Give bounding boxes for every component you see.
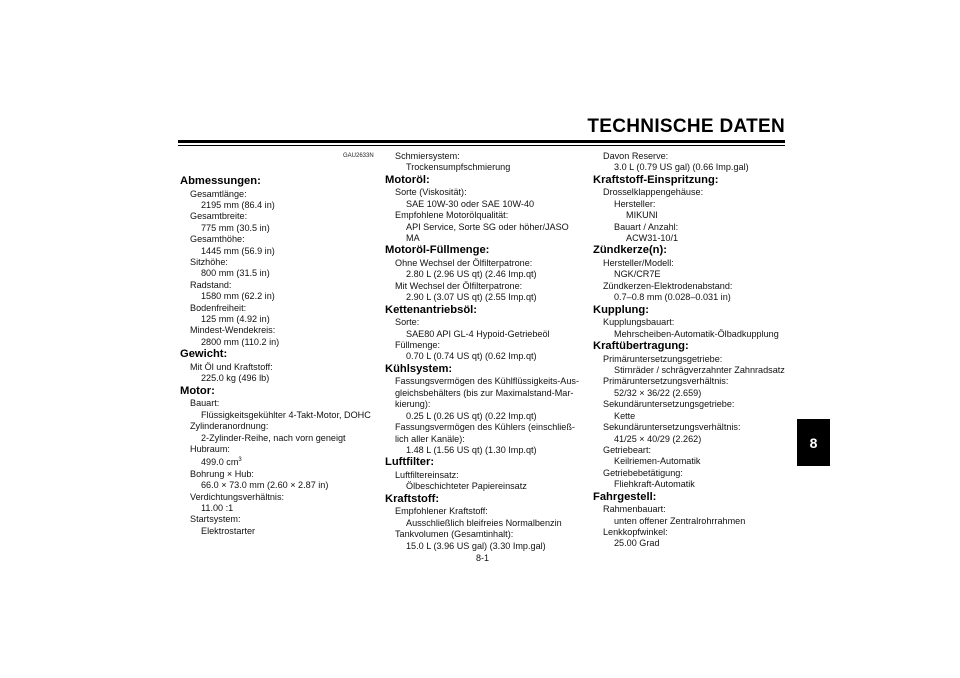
spec-value: NGK/CR7E <box>614 269 661 280</box>
page-number: 8-1 <box>476 553 490 563</box>
spec-label: Gesamthöhe: <box>190 234 245 245</box>
spec-label: Gesamtlänge: <box>190 188 247 199</box>
spec-value: 11.00 :1 <box>201 502 234 513</box>
spec-label: gleichsbehälters (bis zur Maximalstand-Mar- <box>395 387 574 398</box>
spec-value: 1580 mm (62.2 in) <box>201 291 275 302</box>
spec-label: Davon Reserve: <box>603 151 669 161</box>
spec-value: Elektrostarter <box>201 525 256 536</box>
spec-value: 2.80 L (2.96 US qt) (2.46 Imp.qt) <box>406 269 537 280</box>
spec-value: SAE80 API GL-4 Hypoid-Getriebeöl <box>406 328 550 339</box>
spec-label: lich aller Kanäle): <box>395 433 465 444</box>
spec-label: Empfohlener Kraftstoff: <box>395 506 488 517</box>
spec-label: Hersteller: <box>614 198 656 209</box>
spec-value: SAE 10W-30 oder SAE 10W-40 <box>406 198 535 209</box>
spec-label: Kupplungsbauart: <box>603 317 675 328</box>
spec-value: Keilriemen-Automatik <box>614 456 701 467</box>
spec-value: 2195 mm (86.4 in) <box>201 200 275 210</box>
spec-label: Empfohlene Motorölqualität: <box>395 210 509 221</box>
spec-value: Kette <box>614 410 636 421</box>
spec-label: Mit Wechsel der Ölfilterpatrone: <box>395 280 523 291</box>
spec-label: Bohrung × Hub: <box>190 468 254 479</box>
spec-value: 15.0 L (3.96 US gal) (3.30 Imp.gal) <box>406 540 546 551</box>
spec-label: Getriebeart: <box>603 444 652 455</box>
spec-value: Trockensumpfschmierung <box>406 162 511 173</box>
section-heading-motor: Motor: <box>180 384 215 397</box>
spec-value: 52/32 × 36/22 (2.659) <box>614 387 702 398</box>
spec-label: Sitzhöhe: <box>190 257 228 268</box>
spec-value: ACW31-10/1 <box>626 233 679 244</box>
spec-column-3 <box>593 151 789 550</box>
spec-label: Bauart: <box>190 398 220 409</box>
spec-value: 66.0 × 73.0 mm (2.60 × 2.87 in) <box>201 480 329 491</box>
spec-label: kierung): <box>395 399 431 410</box>
hubraum-value: 499.0 cm <box>201 457 239 468</box>
spec-value: Stirnräder / schrägverzahnter Zahnradsatz <box>614 365 785 376</box>
spec-label: Fassungsvermögen des Kühlers (einschließ- <box>395 422 575 433</box>
spec-value: 775 mm (30.5 in) <box>201 222 270 233</box>
spec-value: MA <box>406 233 420 244</box>
spec-label: Hersteller/Modell: <box>603 258 674 269</box>
spec-label: Schmiersystem: <box>395 151 460 161</box>
spec-label: Mit Öl und Kraftstoff: <box>190 361 273 372</box>
spec-value: 800 mm (31.5 in) <box>201 268 270 279</box>
chapter-tab: 8 <box>797 419 830 466</box>
section-heading-kraftstoff: Kraftstoff: <box>385 492 440 505</box>
spec-column-1 <box>180 175 376 537</box>
spec-value: 2800 mm (110.2 in) <box>201 336 280 347</box>
spec-label: Hubraum: <box>190 443 230 454</box>
spec-label: Sorte: <box>395 317 420 328</box>
spec-value: Ölbeschichteter Papiereinsatz <box>406 481 527 492</box>
section-heading-kuehlsystem: Kühlsystem: <box>385 362 453 375</box>
spec-label: Fassungsvermögen des Kühlflüssigkeits-Aus- <box>395 376 579 387</box>
spec-label: Luftfiltereinsatz: <box>395 469 459 480</box>
spec-label: Sekundäruntersetzungsverhältnis: <box>603 422 741 433</box>
spec-value: 25.00 Grad <box>614 538 660 549</box>
spec-label: Bodenfreiheit: <box>190 302 247 313</box>
spec-label: Primäruntersetzungsgetriebe: <box>603 353 723 364</box>
spec-value: 3.0 L (0.79 US gal) (0.66 Imp.gal) <box>614 162 749 173</box>
spec-value: 41/25 × 40/29 (2.262) <box>614 433 702 444</box>
spec-value: 2.90 L (3.07 US qt) (2.55 Imp.qt) <box>406 292 537 303</box>
spec-label: Sekundäruntersetzungsgetriebe: <box>603 399 735 410</box>
spec-label: Getriebebetätigung: <box>603 467 683 478</box>
spec-value: API Service, Sorte SG oder höher/JASO <box>406 221 569 232</box>
spec-label: Startsystem: <box>190 514 241 525</box>
header-rule-thin <box>178 145 785 146</box>
spec-value: 0.70 L (0.74 US qt) (0.62 Imp.qt) <box>406 351 537 362</box>
spec-value <box>180 455 376 468</box>
section-heading-luftfilter: Luftfilter: <box>385 456 435 469</box>
spec-label: Drosselklappengehäuse: <box>603 187 704 198</box>
spec-label: Sorte (Viskosität): <box>395 187 467 198</box>
spec-label: Füllmenge: <box>395 340 440 351</box>
spec-value: 0.7–0.8 mm (0.028–0.031 in) <box>614 292 731 303</box>
section-heading-motoroel-fuellmenge: Motoröl-Füllmenge: <box>385 244 490 257</box>
spec-column-2 <box>385 151 581 552</box>
section-heading-kraftstoff-einspritzung: Kraftstoff-Einspritzung: <box>593 173 719 186</box>
spec-label: Bauart / Anzahl: <box>614 221 679 232</box>
spec-label: Ohne Wechsel der Ölfilterpatrone: <box>395 258 533 269</box>
header-rule-thick <box>178 140 785 143</box>
spec-label: Tankvolumen (Gesamtinhalt): <box>395 529 514 540</box>
section-heading-fahrgestell: Fahrgestell: <box>593 490 657 503</box>
spec-value: Flüssigkeitsgekühlter 4-Takt-Motor, DOHC <box>201 409 371 420</box>
hubraum-superscript: 3 <box>238 457 242 464</box>
spec-value: MIKUNI <box>626 210 658 221</box>
spec-label: Gesamtbreite: <box>190 211 248 222</box>
section-heading-kupplung: Kupplung: <box>593 303 649 316</box>
spec-value: 2-Zylinder-Reihe, nach vorn geneigt <box>201 432 346 443</box>
spec-label: Zündkerzen-Elektrodenabstand: <box>603 280 733 291</box>
spec-value: Fliehkraft-Automatik <box>614 479 695 490</box>
section-heading-motoroel: Motoröl: <box>385 173 430 186</box>
spec-value: 225.0 kg (496 lb) <box>201 373 270 384</box>
spec-label: Mindest-Wendekreis: <box>190 325 276 336</box>
spec-value: Ausschließlich bleifreies Normalbenzin <box>406 517 562 528</box>
spec-label: Zylinderanordnung: <box>190 421 269 432</box>
section-heading-zuendkerzen: Zündkerze(n): <box>593 244 667 257</box>
spec-value: 0.25 L (0.26 US qt) (0.22 Imp.qt) <box>406 410 537 421</box>
section-heading-abmessungen: Abmessungen: <box>180 175 261 187</box>
spec-label: Radstand: <box>190 279 232 290</box>
section-heading-gewicht: Gewicht: <box>180 348 228 361</box>
spec-value: 1.48 L (1.56 US qt) (1.30 Imp.qt) <box>406 444 537 455</box>
spec-value: unten offener Zentralrohrrahmen <box>614 515 746 526</box>
spec-label: Verdichtungsverhältnis: <box>190 491 285 502</box>
spec-value: Mehrscheiben-Automatik-Ölbadkupplung <box>614 328 779 339</box>
spec-value: 1445 mm (56.9 in) <box>201 245 275 256</box>
spec-label: Primäruntersetzungsverhältnis: <box>603 376 729 387</box>
spec-value: 125 mm (4.92 in) <box>201 314 270 325</box>
spec-label: Lenkkopfwinkel: <box>603 526 668 537</box>
section-heading-kettenantriebsoel: Kettenantriebsöl: <box>385 303 477 316</box>
section-heading-kraftuebertragung: Kraftübertragung: <box>593 340 689 353</box>
page-title: TECHNISCHE DATEN <box>587 116 785 137</box>
document-code: GAU2633N <box>343 153 374 159</box>
spec-label: Rahmenbauart: <box>603 504 666 515</box>
